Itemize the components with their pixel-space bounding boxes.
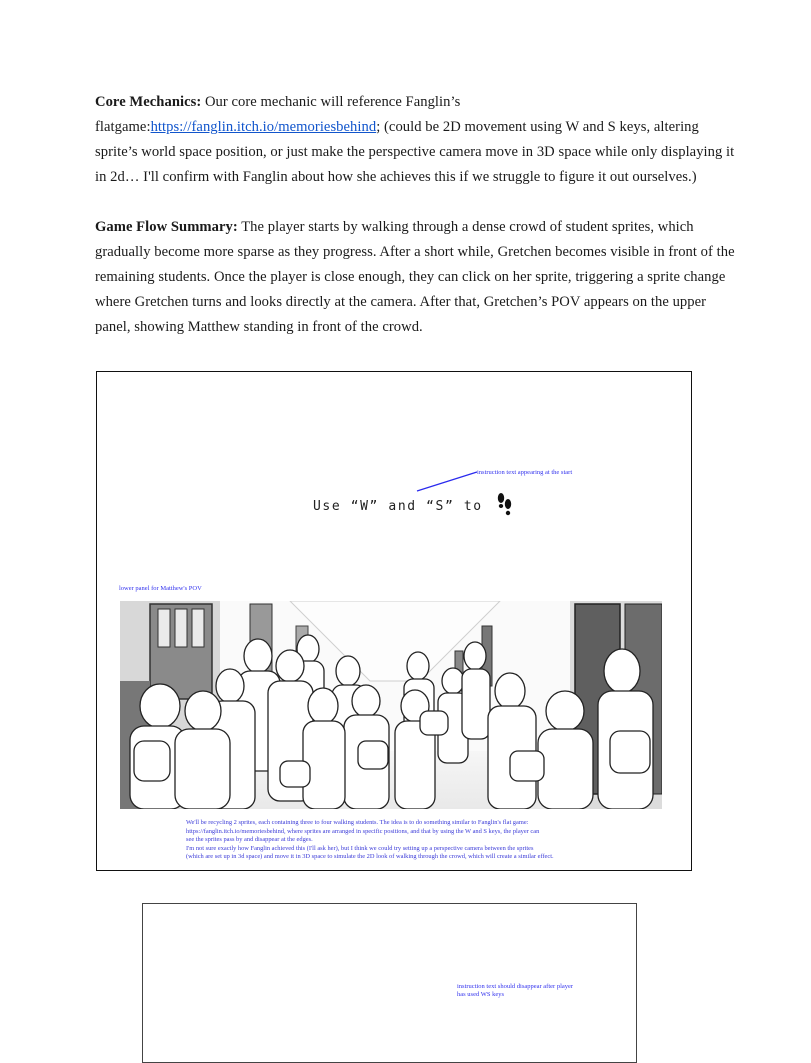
mockup-frame-after-input <box>142 903 637 1063</box>
annotation-lower-panel: lower panel for Matthew's POV <box>119 585 202 592</box>
annotation-instruction-disappear <box>457 983 573 999</box>
design-note-line: We'll be recycling 2 sprites, each containing three to four walking students. The idea is to do something similar to Fanglin's flat game: <box>186 819 529 826</box>
instruction-text <box>313 492 514 518</box>
design-note-line: https://fanglin.itch.io/memoriesbehind, where sprites are arranged in specific positions, and that by using the W and S keys, the player can <box>186 827 540 835</box>
memoriesbehind-link[interactable]: https://fanglin.itch.io/memoriesbehind <box>150 119 377 135</box>
core-mechanics-intro: Our core mechanic will reference Fanglin’s flatgame: <box>95 94 461 135</box>
design-note-line: (which are set up in 3d space) and move it in 3D space to simulate the 2D look of walking through the crowd, which will create a similar effect. <box>186 853 554 861</box>
instruction-label: Use “W” and “S” to <box>313 499 483 514</box>
hallway-crowd-illustration <box>120 601 662 809</box>
annotation-line: instruction text should disappear after player <box>457 983 574 990</box>
game-flow-paragraph <box>95 215 735 340</box>
design-note-line: see the sprites pass by and disappear at the edges. <box>186 836 313 844</box>
design-notes <box>186 819 554 862</box>
design-note-line: I'm not sure exactly how Fanglin achieved this (I'll ask her), but I think we could try setting up a perspective camera between the sprites <box>186 844 534 852</box>
core-mechanics-heading: Core Mechanics: <box>95 94 202 110</box>
mockup-frame-start <box>96 371 692 871</box>
footprints-icon <box>496 492 514 518</box>
annotation-instruction-start: instruction text appearing at the start <box>477 469 573 476</box>
hallway-crowd-sketch <box>120 601 662 809</box>
annotation-line: has used WS keys <box>457 991 505 998</box>
game-flow-heading: Game Flow Summary: <box>95 219 238 235</box>
annotation-arrow-line <box>415 468 485 494</box>
core-mechanics-body: ; (could be 2D movement using W and S keys, altering sprite’s world space position, or just make the perspective camera move in 3D space while only displaying it in 2d… I'll confirm with Fanglin about how she achieves this if we struggle to figure it out ourselves.) <box>95 119 735 185</box>
game-flow-body: The player starts by walking through a dense crowd of student sprites, which gradually become more sparse as they progress. After a short while, Gretchen becomes visible in front of the remaining students. Once the player is close enough, they can click on her sprite, triggering a sprite change where Gretchen turns and looks directly at the camera. After that, Gretchen’s POV appears on the upper panel, showing Matthew standing in front of the crowd. <box>95 219 735 335</box>
core-mechanics-paragraph <box>95 90 735 190</box>
